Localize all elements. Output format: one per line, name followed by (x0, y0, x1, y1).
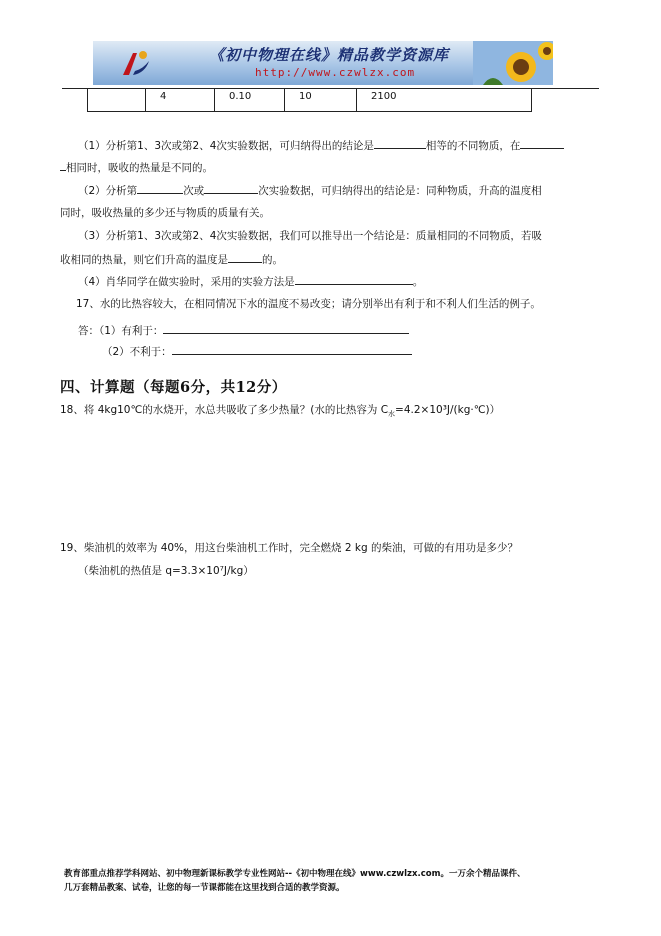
answer-line[interactable] (172, 343, 412, 355)
header-title: 《初中物理在线》精品教学资源库 (209, 46, 450, 64)
q16-text: 相等的不同物质，在 (425, 140, 521, 152)
q17-answer-2 (102, 343, 412, 359)
q17-question: 17、水的比热容较大，在相同情况下水的温度不易改变；请分别举出有利于和不利人们生活的例子。 (76, 298, 541, 310)
table-cell: 0.10 (214, 89, 284, 111)
table-cell: 10 (284, 89, 356, 111)
q18-question (60, 402, 500, 419)
data-table-row (87, 89, 532, 112)
q18-text: 18、将 4kg10℃的水烧开，水总共吸收了多少热量？(水的比热容为 C (60, 404, 389, 416)
q19-note: （柴油机的热值是 q=3.3×10⁷J/kg） (78, 565, 254, 577)
q16-text: 。 (412, 276, 424, 288)
answer-blank[interactable] (137, 182, 183, 194)
q16-text: 收相同的热量，则它们升高的温度是 (60, 254, 228, 266)
q16-part2-cont: 同时，吸收热量的多少还与物质的质量有关。 (60, 207, 270, 219)
answer-blank[interactable] (204, 182, 258, 194)
q16-part3: （3）分析第1、3次或第2、4次实验数据，我们可以推导出一个结论是：质量相同的不同物质，若吸 (78, 230, 542, 242)
q16-text: 次实验数据，可归纳得出的结论是：同种物质，升高的温度相 (258, 185, 542, 197)
sunflower-icon (473, 41, 553, 85)
q18-text: =4.2×10³J/(kg·℃)） (395, 404, 501, 416)
q19-question: 19、柴油机的效率为 40%，用这台柴油机工作时，完全燃烧 2 kg 的柴油，可做的有用功是多少？ (60, 542, 518, 554)
footer-line-2: 几万套精品教案、试卷，让您的每一节课都能在这里找到合适的教学资源。 (64, 883, 345, 893)
header-url[interactable]: http://www.czwlzx.com (255, 66, 416, 79)
section-heading (60, 376, 287, 397)
q16-text: （2）分析第 (78, 185, 138, 197)
q16-part1-cont (60, 159, 213, 175)
logo-icon (119, 47, 153, 79)
q17-answer-1 (78, 322, 409, 338)
answer-blank[interactable] (520, 137, 564, 149)
q16-text: （4）肖华同学在做实验时，采用的实验方法是 (78, 276, 295, 288)
q17-label: （2）不利于： (102, 346, 172, 358)
q16-part1 (78, 137, 564, 153)
answer-blank[interactable] (228, 251, 262, 263)
table-cell: 2100 (356, 89, 532, 111)
section-title: 四、计算题（每题6分，共12分） (60, 379, 287, 396)
answer-blank[interactable] (374, 137, 426, 149)
table-cell: 4 (145, 89, 214, 111)
q16-part2 (78, 182, 542, 198)
q16-text: （1）分析第1、3次或第2、4次实验数据，可归纳得出的结论是 (78, 140, 374, 152)
q17-label: 答：（1）有利于： (78, 325, 164, 337)
q16-text: 相同时，吸收的热量是不同的。 (66, 162, 213, 174)
q16-text: 的。 (262, 254, 283, 266)
answer-line[interactable] (163, 322, 409, 334)
q18-subscript: 水 (388, 410, 396, 419)
q16-part3-cont (60, 251, 283, 267)
answer-blank[interactable] (295, 273, 413, 285)
q16-part4 (78, 273, 423, 289)
header-banner (93, 41, 553, 85)
q16-text: 次或 (183, 185, 205, 197)
footer-line-1: 教育部重点推荐学科网站、初中物理新课标教学专业性网站--《初中物理在线》www.czwlzx.com。一万余个精品课件、 (64, 869, 526, 879)
